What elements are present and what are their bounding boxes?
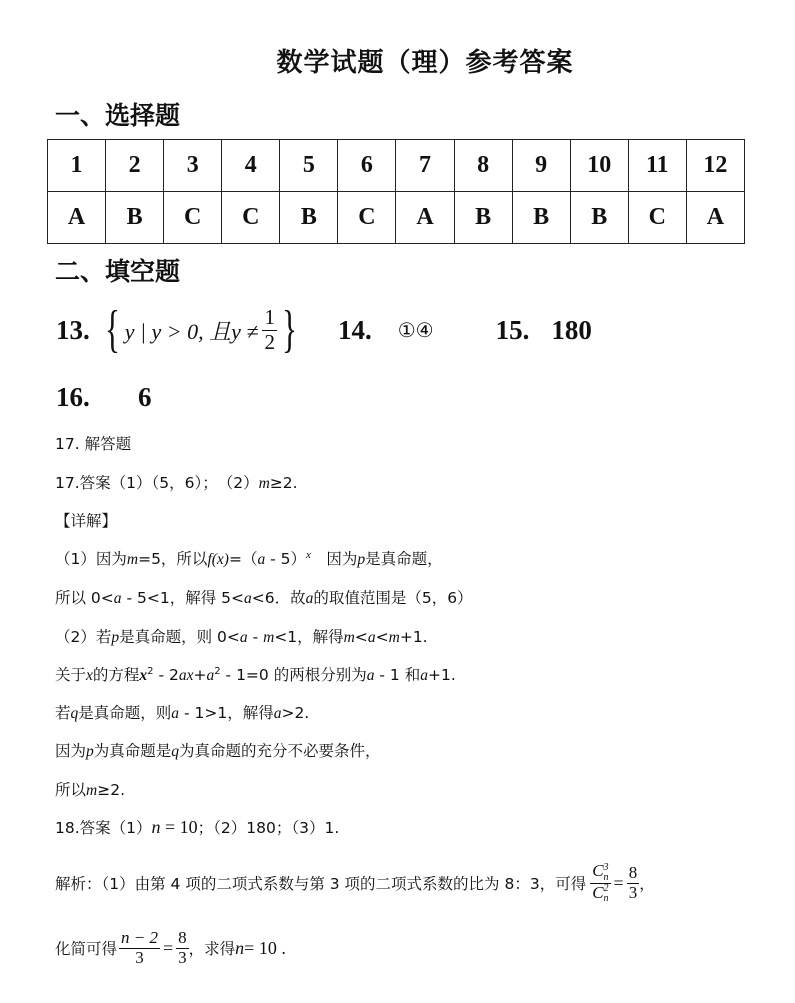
detail-label: 【详解】: [55, 512, 118, 530]
simp-num: n − 2: [121, 927, 158, 947]
q16-label: 16.: [56, 382, 90, 412]
simp-num-2: 8: [178, 927, 187, 947]
text: ；（2）180；（3）1.: [197, 819, 340, 837]
table-answer-cell: B: [106, 192, 164, 244]
text: >2.: [281, 704, 310, 722]
text: （2）若: [55, 628, 112, 646]
exponent: 2: [147, 665, 154, 677]
text: - 1 和: [374, 666, 421, 684]
text: - 5）: [265, 550, 307, 569]
text: - 1>1，解得: [179, 704, 274, 722]
q17-answer-text: 17.答案（1）（5，6）； （2）: [55, 474, 259, 492]
text: 为真命题的充分不必要条件，: [179, 742, 381, 760]
text: =5，所以: [138, 550, 208, 569]
q15-answer: 180: [551, 314, 592, 345]
text: 的方程: [92, 666, 140, 684]
var: q: [70, 705, 79, 722]
table-answer-cell: A: [396, 192, 454, 244]
q13-fraction: [262, 306, 277, 353]
var: a: [171, 705, 180, 722]
var: p: [111, 629, 120, 646]
var: f(x): [207, 551, 229, 569]
c-symbol: C: [592, 861, 604, 881]
binom-top: [590, 862, 610, 883]
q17-line-6: [55, 739, 381, 761]
table-header-cell: 11: [628, 140, 686, 192]
var: q: [171, 743, 180, 760]
var-m: m: [258, 475, 270, 492]
text: 是真命题，则: [78, 704, 172, 722]
text: -: [247, 628, 264, 646]
q14-label: 14.: [337, 314, 372, 345]
q15-label: 15.: [495, 314, 530, 345]
table-answer-cell: B: [280, 192, 338, 244]
table-header-cell: 12: [686, 140, 744, 192]
var: a: [243, 590, 252, 607]
frac-den: 3: [628, 882, 638, 902]
table-answer-cell: C: [338, 192, 396, 244]
var: m: [388, 629, 400, 646]
var: a: [305, 590, 314, 607]
text: <: [354, 628, 368, 646]
section-heading-fill: 二、填空题: [55, 257, 181, 286]
var: a: [257, 551, 266, 569]
fill-row-16: [56, 382, 151, 413]
text: 是真命题，: [365, 550, 443, 569]
text: 因为: [310, 550, 358, 569]
text: 化简可得: [55, 940, 118, 958]
table-answer-cell: B: [512, 192, 570, 244]
q18-answer: [55, 816, 339, 838]
q17-line-2: [55, 586, 473, 608]
binom-ratio: [590, 862, 610, 903]
q17-line-1: [55, 547, 443, 569]
table-answer-cell: A: [48, 192, 106, 244]
table-header-cell: 2: [106, 140, 164, 192]
table-header-cell: 4: [222, 140, 280, 192]
sup: 2: [603, 882, 609, 894]
text: =（: [228, 550, 258, 569]
var: m: [126, 551, 139, 569]
equals: =: [613, 872, 624, 893]
var: a: [206, 667, 215, 684]
var: m: [343, 629, 355, 646]
text: 因为: [55, 742, 87, 760]
sup: 3: [603, 861, 609, 873]
text: = 10 .: [244, 937, 286, 958]
text: +: [193, 666, 207, 684]
var-n: n: [151, 817, 161, 837]
q13-set: y | y > 0, 且y ≠: [124, 318, 259, 344]
q17-line-3: [55, 625, 428, 647]
table-answer-cell: C: [222, 192, 280, 244]
simp-den: 3: [135, 947, 144, 967]
var: a: [420, 667, 428, 684]
table-answer-cell: B: [570, 192, 628, 244]
text: <1，解得: [274, 628, 344, 646]
text: 为真命题是: [93, 742, 172, 760]
q13-frac-den: 2: [264, 329, 275, 354]
binom-bottom: [590, 884, 610, 904]
var: p: [357, 551, 366, 569]
q17-answer: [55, 471, 298, 493]
q13-frac-num: 1: [264, 305, 275, 330]
text: ≥2.: [97, 781, 125, 799]
page-title: 数学试题（理）参考答案: [276, 48, 574, 78]
table-header-cell: 9: [512, 140, 570, 192]
simp-den-2: 3: [178, 947, 187, 967]
table-header-cell: 10: [570, 140, 628, 192]
text: ，: [639, 875, 655, 893]
fill-row-13-15: [56, 300, 592, 360]
table-header-cell: 3: [164, 140, 222, 192]
table-header-cell: 8: [454, 140, 512, 192]
var: p: [86, 743, 94, 760]
text: <6．故: [251, 589, 306, 607]
var: a: [273, 705, 282, 722]
var: x: [86, 667, 93, 684]
exponent: 2: [214, 665, 221, 677]
text: = 10: [160, 817, 198, 837]
simp-frac: [119, 929, 160, 967]
text: +1.: [399, 628, 428, 646]
text: 的取值范围是（5，6）: [313, 589, 473, 607]
left-brace: {: [104, 301, 120, 358]
var: m: [263, 629, 275, 646]
text: ，求得: [188, 940, 236, 958]
q17-answer-suffix: ≥2.: [269, 474, 298, 492]
equals: =: [163, 937, 174, 958]
simp-frac-2: [176, 929, 189, 967]
sub: n: [603, 892, 609, 904]
var: ax: [178, 667, 194, 684]
table-answer-cell: A: [686, 192, 744, 244]
q17-heading: 17. 解答题: [55, 435, 132, 453]
q17-line-5: [55, 701, 309, 723]
text: 18.答案（1）: [55, 819, 152, 837]
table-answer-cell: C: [164, 192, 222, 244]
table-row-numbers: [48, 140, 745, 192]
text: - 5<1，解得 5<: [121, 589, 244, 607]
right-brace: }: [281, 301, 297, 358]
text: 若: [55, 704, 71, 722]
text: （1）因为: [55, 550, 127, 569]
sub: n: [603, 871, 609, 883]
text: - 1=0 的两根分别为: [220, 666, 367, 684]
table-answer-cell: B: [454, 192, 512, 244]
table-header-cell: 5: [280, 140, 338, 192]
q17-line-4: [55, 663, 456, 685]
text: 是真命题，则 0<: [119, 628, 240, 646]
var: a: [239, 629, 248, 646]
table-header-cell: 7: [396, 140, 454, 192]
q13-label: 13.: [56, 314, 90, 345]
section-heading-choice: 一、选择题: [55, 101, 181, 130]
text: +1.: [427, 666, 456, 684]
text: 所以: [55, 781, 87, 799]
q17-line-7: [55, 778, 125, 800]
text: 解析：（1）由第 4 项的二项式系数与第 3 项的二项式系数的比为 8：3，可得: [55, 875, 587, 893]
var: a: [366, 667, 375, 684]
table-answer-cell: C: [628, 192, 686, 244]
c-symbol: C: [592, 882, 604, 902]
text: 所以 0<: [55, 589, 114, 607]
table-header-cell: 6: [338, 140, 396, 192]
text: - 2: [153, 666, 179, 684]
q18-analysis: [55, 855, 655, 911]
q16-answer: 6: [137, 382, 152, 412]
table-header-cell: 1: [48, 140, 106, 192]
var-n: n: [235, 937, 245, 958]
ratio-frac: [627, 864, 640, 902]
table-row-answers: [48, 192, 745, 244]
var: x: [139, 667, 148, 684]
var: a: [113, 590, 122, 607]
var: m: [86, 782, 98, 799]
text: <: [375, 628, 389, 646]
text: 关于: [55, 666, 87, 684]
q14-answer: ①④: [397, 318, 434, 342]
answer-table: [47, 139, 745, 244]
frac-num: 8: [628, 862, 638, 882]
q18-simplify: [55, 920, 286, 976]
var: a: [367, 629, 376, 646]
var: x: [306, 549, 311, 561]
